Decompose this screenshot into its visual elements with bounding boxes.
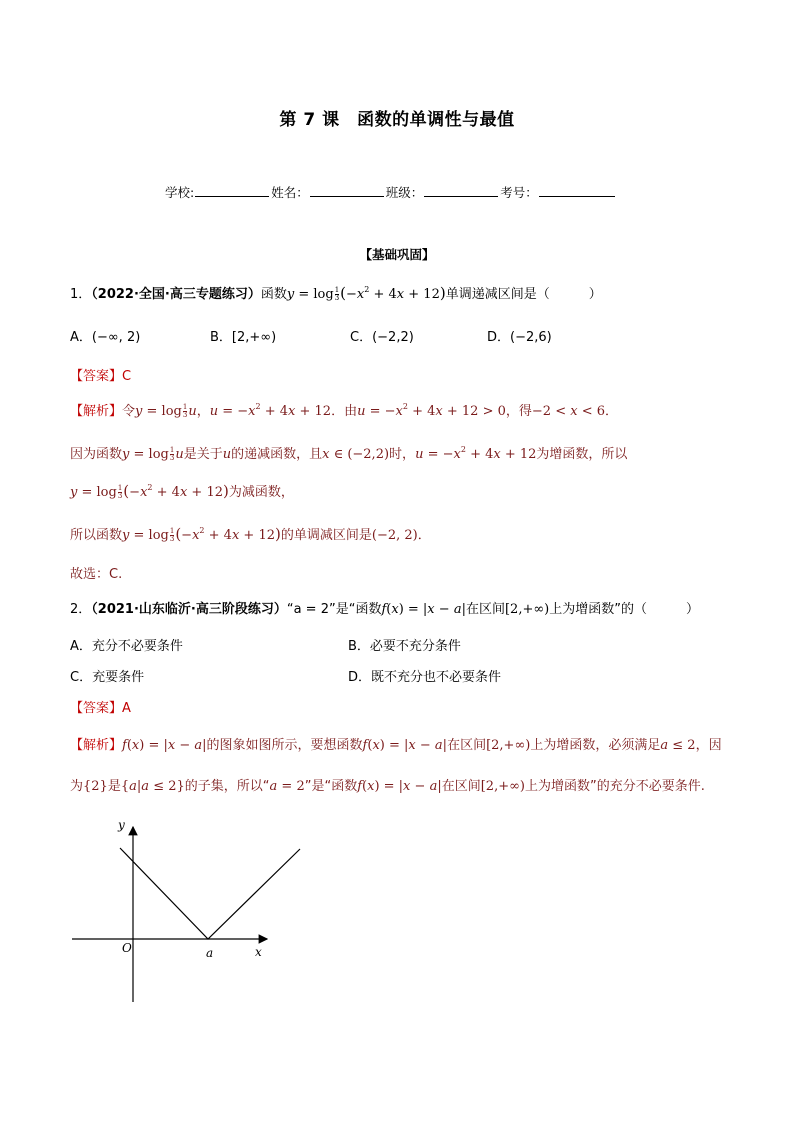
q1-analysis-line3: y = log $\frac{1}{3}$ $(-x^2 + 4x + 12)$为减函数，: [70, 482, 294, 500]
q2-number: 2．: [70, 602, 92, 617]
q2-option-b[interactable]: B．必要不充分条件: [348, 639, 461, 654]
q1-conclusion: 故选：C.: [70, 567, 123, 582]
q2-analysis-label: 【解析】: [70, 738, 123, 753]
q1-answer: [70, 365, 131, 384]
abs-value-curve: [120, 848, 300, 939]
text: ”是“函数: [304, 779, 358, 794]
origin-label: O: [122, 941, 132, 955]
text: 所以函数: [70, 528, 123, 543]
text: 的单调减区间是: [280, 528, 372, 543]
q2-option-c[interactable]: C．充要条件: [70, 670, 145, 685]
q1-option-c[interactable]: C．(−2,2): [350, 330, 414, 345]
q1-number: 1．: [70, 287, 92, 302]
q1-analysis-label: 【解析】: [70, 404, 123, 419]
section-title: 【基础巩固】: [359, 247, 435, 262]
text: “a = 2”是“函数: [286, 602, 382, 617]
text: 令: [122, 404, 136, 419]
text: ．: [417, 528, 431, 543]
q1-option-d[interactable]: D．(−2,6): [487, 330, 552, 345]
a-label: a: [206, 946, 214, 960]
q2-option-a[interactable]: A．充分不必要条件: [70, 639, 183, 654]
q1-stem-pre: 函数: [260, 287, 287, 302]
q2-analysis-line2: 为{2}是{a|a ≤ 2}的子集，所以“a = 2”是“函数f(x) = |x − a|在区间[2,+∞)上为增函数”的充分不必要条件.: [70, 779, 705, 794]
text: ．: [605, 404, 619, 419]
text: 因为函数: [70, 447, 123, 462]
q2-answer-label: 【答案】: [70, 701, 123, 716]
text: 是关于: [183, 447, 223, 462]
class-blank[interactable]: [424, 183, 498, 197]
text: ．由: [331, 404, 358, 419]
text: 的图象如图所示，要想函数: [206, 738, 363, 753]
text: ，: [196, 404, 210, 419]
text: 是: [107, 779, 121, 794]
q1-answer-label: 【答案】: [70, 369, 123, 384]
q2-source: （2021·山东临沂·高三阶段练习）: [91, 602, 287, 617]
y-axis-label: y: [118, 818, 125, 832]
exam-label: 考号：: [500, 185, 538, 200]
q1-analysis-line2: 因为函数y = log $\frac{1}{3}$ u是关于u的递减函数，且x ∈ (−2,2)时，$u = -x^2 + 4x + 12$为增函数，所以: [70, 445, 628, 462]
text: ，因: [695, 738, 722, 753]
text: 上为增函数，必须满足: [530, 738, 661, 753]
x-axis-label: x: [255, 945, 262, 959]
q1-option-a[interactable]: A．(−∞, 2): [70, 330, 141, 345]
q2-stem: 2．（2021·山东临沂·高三阶段练习）“a = 2”是“函数f(x) = |x − a|在区间[2,+∞)上为增函数”的（ ）: [70, 602, 700, 617]
q2-option-d[interactable]: D．既不充分也不必要条件: [348, 670, 502, 685]
abs-value-graph: [60, 812, 310, 1012]
text: 在区间: [447, 738, 487, 753]
q2-answer-value: A: [122, 701, 131, 716]
student-info: [165, 183, 617, 201]
text: 上为增函数”的（ ）: [549, 602, 700, 617]
class-label: 班级：: [385, 185, 424, 200]
text: 在区间: [441, 779, 481, 794]
text: 为增函数，所以: [536, 447, 628, 462]
q1-stem-post: 单调递减区间是（ ）: [445, 287, 602, 302]
text: 在区间: [465, 602, 505, 617]
text: 为: [70, 779, 84, 794]
q1-stem: [70, 283, 602, 302]
q1-answer-value: C: [122, 369, 132, 384]
text: 的递减函数，且: [231, 447, 323, 462]
q1-analysis-line4: 所以函数y = log $\frac{1}{3}$ $(-x^2 + 4x + 12)$的单调减区间是(−2, 2)．: [70, 525, 431, 543]
text: 上为增函数”的充分不必要条件.: [525, 779, 705, 794]
q1-analysis-line1: 【解析】令y = log $\frac{1}{3}$ u，$u = -x^2 + 4x + 12$．由$u = -x^2 + 4x + 12 > 0$，得−2 < x < 6．: [70, 402, 619, 419]
exam-blank[interactable]: [539, 183, 615, 197]
school-label: 学校:: [165, 185, 195, 200]
text: ，得: [505, 404, 532, 419]
q2-analysis-line1: 【解析】f(x) = |x − a|的图象如图所示，要想函数f(x) = |x − a|在区间[2,+∞)上为增函数，必须满足a ≤ 2，因: [70, 738, 722, 753]
q1-option-b[interactable]: B．[2,+∞): [210, 330, 277, 345]
page-title: 第 7 课 函数的单调性与最值: [279, 110, 515, 130]
text: 的子集，所以“: [184, 779, 270, 794]
name-label: 姓名：: [271, 185, 309, 200]
q1-source: （2022·全国·高三专题练习）: [91, 287, 261, 302]
q2-answer: [70, 697, 131, 716]
text: 时，: [389, 447, 416, 462]
school-blank[interactable]: [195, 183, 269, 197]
name-blank[interactable]: [310, 183, 384, 197]
q1-formula: y = log $\frac{1}{3}$ $(-x^2 + 4x + 12)$: [286, 284, 446, 302]
text: 为减函数，: [228, 485, 294, 500]
